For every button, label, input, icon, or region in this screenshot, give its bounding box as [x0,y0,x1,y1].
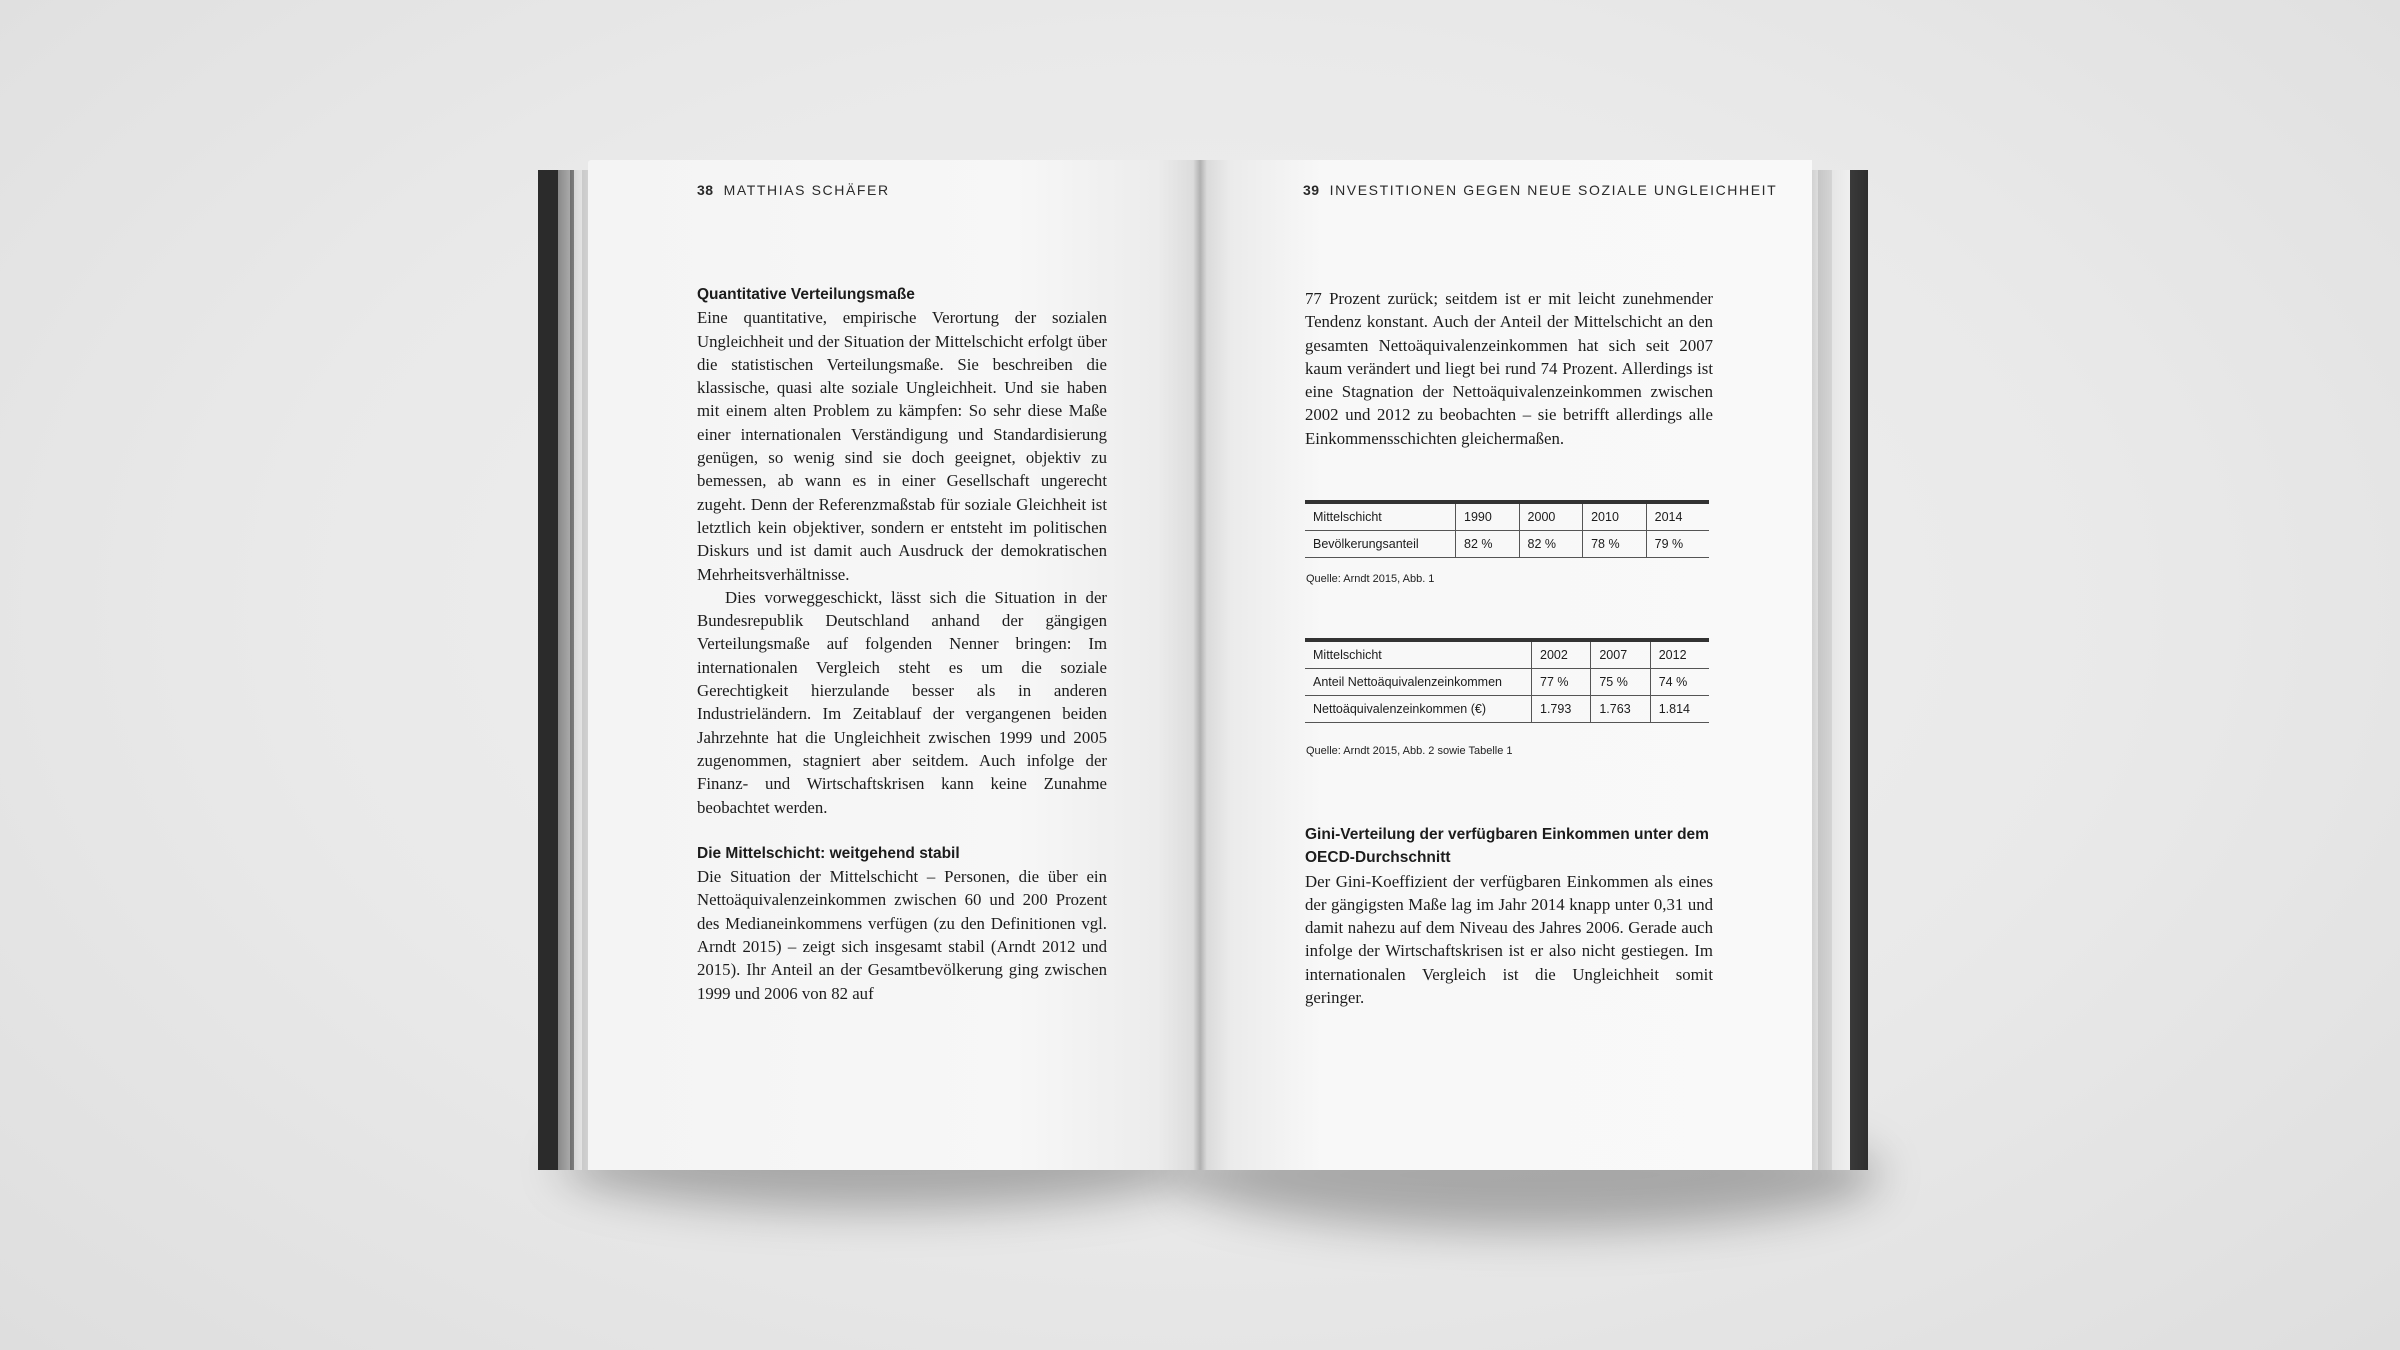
paragraph-quantitative-2: Dies vorweggeschickt, lässt sich die Situation in der Bundesrepublik Deutschland anhand der gängigen Verteilungsmaße auf folgenden Nenner bringen: Im internationalen Vergleich steht es um die soziale Gerechtigkeit hierzulande besser als in anderen Industrieländern. Im Zeitablauf der vergangenen beiden Jahrzehnte hat die Ungleichheit zwischen 1999 und 2005 zugenommen, stagniert aber seitdem. Auch infolge der Finanz- und Wirtschaftskrisen kann keine Zunahme beobachtet werden. [697,587,1107,817]
table-cell: 78 % [1583,531,1647,558]
table-header-cell: 2012 [1650,640,1709,669]
table-row [1305,531,1709,558]
table-bevoelkerungsanteil [1305,500,1709,558]
table-header-row [1305,502,1709,531]
table-cell: 75 % [1591,669,1650,696]
left-page-body [697,283,1107,1005]
table1-source: Quelle: Arndt 2015, Abb. 1 [1306,573,1435,585]
book-gutter [1193,160,1207,1170]
table-cell: 1.763 [1591,696,1650,723]
table-header-cell: 2014 [1646,502,1709,531]
left-running-header [697,182,890,198]
right-page-gini [1305,823,1713,1009]
table-header-cell: 2000 [1519,502,1583,531]
table-cell: 77 % [1532,669,1591,696]
table-row [1305,696,1709,723]
table-cell: 74 % [1650,669,1709,696]
left-running-head: MATTHIAS SCHÄFER [723,182,890,198]
right-running-head: INVESTITIONEN GEGEN NEUE SOZIALE UNGLEICHHEIT [1329,182,1778,198]
table-header-cell: 1990 [1456,502,1520,531]
table-cell: Anteil Nettoäquivalenzeinkommen [1305,669,1532,696]
left-page-number: 38 [697,182,714,198]
table-nettoaequivalenzeinkommen [1305,638,1709,723]
table-row [1305,669,1709,696]
table-cell: 82 % [1456,531,1520,558]
table-cell: 79 % [1646,531,1709,558]
book-edge-left [538,170,588,1170]
table-cell: 82 % [1519,531,1583,558]
book-edge-right [1810,170,1868,1170]
section-heading-quantitative: Quantitative Verteilungsmaße [697,286,915,303]
table-cell: Bevölkerungsanteil [1305,531,1456,558]
section-gap [697,819,1107,842]
right-running-header [1303,182,1777,198]
right-page-number: 39 [1303,182,1320,198]
table-header-row [1305,640,1709,669]
section-heading-gini: Gini-Verteilung der verfügbaren Einkommen unter dem OECD-Durchschnitt [1305,826,1709,867]
table-cell: 1.814 [1650,696,1709,723]
table-header-cell: Mittelschicht [1305,640,1532,669]
paragraph-intro: 77 Prozent zurück; seitdem ist er mit leicht zunehmender Tendenz konstant. Auch der Anteil der Mittelschicht an den gesamten Nettoäquivalenzeinkommen hat sich seit 2007 kaum verändert und liegt bei rund 74 Prozent. Allerdings ist eine Stagnation der Nettoäquivalenzeinkommen zwischen 2002 und 2012 zu beobachten – sie betrifft allerdings alle Einkommensschichten gleichermaßen. [1305,289,1713,448]
right-page-intro [1305,287,1713,450]
table-cell: 1.793 [1532,696,1591,723]
table-header-cell: Mittelschicht [1305,502,1456,531]
table2-source: Quelle: Arndt 2015, Abb. 2 sowie Tabelle 1 [1306,745,1513,757]
table-cell: Nettoäquivalenzeinkommen (€) [1305,696,1532,723]
table-header-cell: 2002 [1532,640,1591,669]
table-header-cell: 2010 [1583,502,1647,531]
section-heading-mittelschicht: Die Mittelschicht: weitgehend stabil [697,844,960,862]
table-header-cell: 2007 [1591,640,1650,669]
paragraph-mittelschicht-1: Die Situation der Mittelschicht – Personen, die über ein Nettoäquivalenzeinkommen zwischen 60 und 200 Prozent des Medianeinkommens verfügen (zu den Definitionen vgl. Arndt 2015) – zeigt sich insgesamt stabil (Arndt 2012 und 2015). Ihr Anteil an der Gesamtbevölkerung ging zwischen 1999 und 2006 von 82 auf [697,867,1107,1003]
paragraph-gini-1: Der Gini-Koeffizient der verfügbaren Einkommen als eines der gängigsten Maße lag im Jahr 2014 knapp unter 0,31 und damit nahezu auf dem Niveau des Jahres 2006. Gerade auch infolge der Wirtschaftskrisen ist er also nicht gestiegen. Im internationalen Vergleich ist die Ungleichheit somit geringer. [1305,871,1713,1008]
paragraph-quantitative-1: Eine quantitative, empirische Verortung der sozialen Ungleichheit und der Situation der Mittelschicht erfolgt über die statistischen Verteilungsmaße. Sie beschreiben die klassische, quasi alte soziale Ungleichheit. Und sie haben mit einem alten Problem zu kämpfen: So sehr diese Maße einer internationalen Verständigung und Standardisierung genügen, so wenig sind sie doch geeignet, objektiv zu bemessen, ab wann es in einer Gesellschaft ungerecht zugeht. Denn der Referenzmaßstab für soziale Gleichheit ist letztlich kein objektiver, sondern er entsteht im politischen Diskurs und ist damit auch Ausdruck der demokratischen Mehrheitsverhältnisse. [697,308,1107,584]
